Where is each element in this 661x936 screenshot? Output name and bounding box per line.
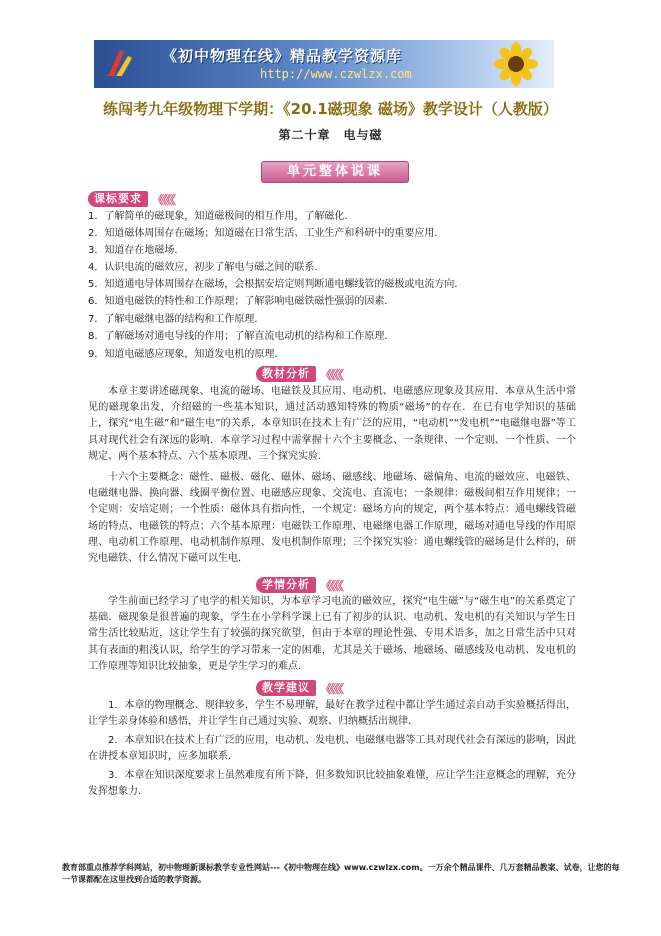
paragraph: 3．本章在知识深度要求上虽然难度有所下降，但多数知识比较抽象难懂，应让学生注意概念的理解，充分发挥想象力． bbox=[88, 770, 576, 798]
sunflower-icon bbox=[486, 42, 544, 86]
list-item: 1．了解简单的磁现象，知道磁极间的相互作用，了解磁化． bbox=[88, 211, 355, 222]
section-label: 课标要求 bbox=[88, 191, 148, 207]
list-item: 6．知道电磁铁的特性和工作原理；了解影响电磁铁磁性强弱的因素． bbox=[88, 296, 395, 307]
section-arrows: 《《《《 bbox=[320, 681, 343, 696]
section-label: 教材分析 bbox=[256, 366, 316, 382]
paragraph: 1．本章的物理概念、规律较多，学生不易理解，最好在教学过程中都让学生通过亲自动手实验概括得出，让学生亲身体验和感悟，并让学生自己通过实验、观察、归纳概括出规律． bbox=[88, 700, 576, 728]
section-students-header bbox=[256, 577, 342, 593]
unit-overview-banner: 单元整体说课 bbox=[261, 161, 409, 183]
document-title: 练闯考九年级物理下学期：《20.1磁现象 磁场》教学设计（人教版） bbox=[103, 100, 558, 118]
list-item: 8．了解磁场对通电导线的作用；了解直流电动机的结构和工作原理． bbox=[88, 331, 395, 342]
list-item: 4．认识电流的磁效应，初步了解电与磁之间的联系． bbox=[88, 262, 325, 273]
list-item: 3．知道存在地磁场． bbox=[88, 245, 185, 256]
section-curriculum-header bbox=[88, 191, 174, 207]
section-arrows: 《《《《 bbox=[320, 367, 343, 382]
paragraph: 十六个主要概念：磁性、磁极、磁化、磁体、磁场、磁感线、地磁场、磁偏角、电流的磁效应、电磁铁、电磁继电器、换向器、线圈平衡位置、电磁感应现象、交流电、直流电；一条规律：磁极间相互作用规律；一个定则：安培定则；一个性质：磁体具有指向性，一个规定：磁场方向的规定，两个基本特点：通电螺线管磁场的特点、电磁铁的特点；六个基本原理：电磁铁工作原理、电磁继电器工作原理，磁场对通电导线的作用原理、电动机工作原理、电动机制作原理、发电机制作原理；三个探究实验：通电螺线管的磁场是什么样的，研究电磁铁、什么情况下磁可以生电． bbox=[88, 472, 576, 565]
list-item: 7．了解电磁继电器的结构和工作原理． bbox=[88, 314, 265, 325]
paragraph: 本章主要讲述磁现象、电流的磁场、电磁铁及其应用、电动机、电磁感应现象及其应用．本章从生活中常见的磁现象出发，介绍磁的一些基本知识，通过活动感知特殊的物质“磁场”的存在．在已有电学知识的基础上，探究“电生磁”和“磁生电”的关系，本章知识在技术上有广泛的应用，“电动机”“发电机”“电磁继电器”等工具对现代社会有深远的影响．本章学习过程中需掌握十六个主要概念、一条规律、一个定则、一个性质、一个规定、两个基本特点、六个基本原理、三个探究实验． bbox=[88, 386, 576, 462]
paragraph: 学生前面已经学习了电学的相关知识，为本章学习电流的磁效应，探究“电生磁”与“磁生电”的关系奠定了基础．磁现象是很普遍的现象，学生在小学科学课上已有了初步的认识．电动机、发电机的有关知识与学生日常生活比较贴近，这让学生有了较强的探究欲望，但由于本章的理论性强、专用术语多，加之日常生活中只对其有表面的粗浅认识，给学生的学习带来一定的困难，尤其是关于磁场、地磁场、磁感线及电动机、发电机的工作原理等知识比较抽象，更是学生学习的难点． bbox=[88, 596, 576, 672]
section-suggestions-header bbox=[256, 680, 342, 696]
chapter-heading: 第二十章 电与磁 bbox=[278, 128, 383, 142]
banner-url[interactable]: http://www.czwlzx.com bbox=[260, 67, 412, 81]
section-textbook-header bbox=[256, 366, 342, 382]
page-footer: 教育部重点推荐学科网站，初中物理新课标教学专业性网站---《初中物理在线》www.czwlzx.com。一万余个精品课件、几万套精品教案、试卷，让您的每一节课都配在这里找到合适的教学资源。 bbox=[62, 863, 620, 884]
section-arrows: 《《《《 bbox=[320, 578, 343, 593]
list-item: 5．知道通电导体周围存在磁场，会根据安培定则判断通电螺线管的磁极或电流方向． bbox=[88, 279, 465, 290]
list-item: 2．知道磁体周围存在磁场；知道磁在日常生活、工业生产和科研中的重要应用． bbox=[88, 228, 445, 239]
section-label: 学情分析 bbox=[256, 577, 316, 593]
site-logo-icon bbox=[102, 46, 138, 82]
banner-title: 《初中物理在线》精品教学资源库 bbox=[162, 47, 403, 65]
paragraph: 2．本章知识在技术上有广泛的应用，电动机、发电机、电磁继电器等工具对现代社会有深远的影响，因此在讲授本章知识时，应多加联系． bbox=[88, 735, 576, 763]
header-banner bbox=[94, 40, 554, 88]
section-label: 教学建议 bbox=[256, 680, 316, 696]
section-arrows: 《《《《 bbox=[152, 192, 175, 207]
list-item: 9．知道电磁感应现象，知道发电机的原理． bbox=[88, 349, 285, 360]
